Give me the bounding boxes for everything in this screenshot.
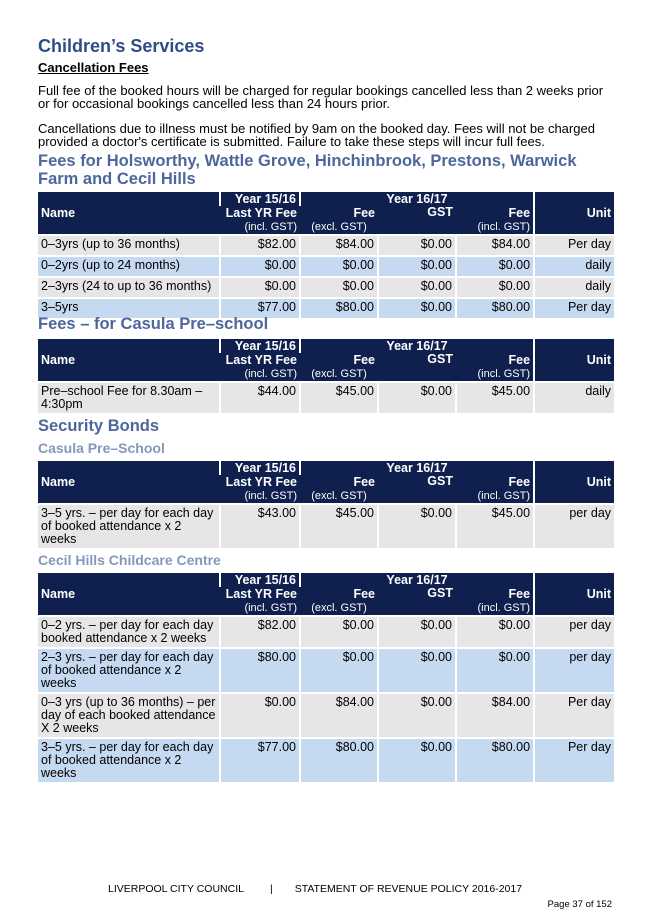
- row-name: 0–2 yrs. – per day for each day booked attendance x 2 weeks: [38, 616, 220, 648]
- footer-doc-title: STATEMENT OF REVENUE POLICY 2016-2017: [294, 883, 523, 895]
- row-gst: $0.00: [378, 693, 456, 738]
- row-gst: $0.00: [378, 382, 456, 413]
- row-fee: $0.00: [300, 616, 378, 648]
- column-header-fee: Fee: [300, 475, 378, 489]
- row-fee-incl: $80.00: [456, 738, 534, 782]
- row-fee-incl: $0.00: [456, 616, 534, 648]
- row-fee-incl: $84.00: [456, 235, 534, 256]
- column-header-name: Name: [38, 573, 220, 616]
- cancellation-fees-heading: Cancellation Fees: [38, 60, 149, 75]
- row-name: 3–5yrs: [38, 298, 220, 318]
- column-header-last-yr-fee: Last YR Fee: [220, 206, 300, 220]
- fees-table-security-cecil-hills: [38, 573, 614, 782]
- column-header-year-15-16: Year 15/16: [220, 339, 300, 353]
- column-header-fee: Fee: [300, 206, 378, 220]
- row-last-yr-fee: $77.00: [220, 738, 300, 782]
- column-header-incl-gst-2: (incl. GST): [456, 220, 534, 235]
- row-fee-incl: $45.00: [456, 504, 534, 548]
- row-fee: $0.00: [300, 256, 378, 277]
- subsection-heading-casula-pre-school: Casula Pre–School: [38, 440, 165, 456]
- column-header-year-16-17: Year 16/17: [300, 192, 534, 206]
- column-header-incl-gst-2: (incl. GST): [456, 601, 534, 616]
- column-header-year-16-17: Year 16/17: [300, 461, 534, 475]
- table-row: [38, 277, 614, 298]
- row-last-yr-fee: $77.00: [220, 298, 300, 318]
- table-row: [38, 256, 614, 277]
- footer-org: LIVERPOOL CITY COUNCIL: [108, 883, 244, 895]
- row-unit: daily: [534, 256, 614, 277]
- row-last-yr-fee: $44.00: [220, 382, 300, 413]
- row-unit: per day: [534, 616, 614, 648]
- column-header-incl-gst: (incl. GST): [220, 601, 300, 616]
- column-header-year-16-17: Year 16/17: [300, 573, 534, 587]
- page-title: Children’s Services: [38, 36, 205, 56]
- fees-table-casula: [38, 339, 614, 413]
- cancellation-paragraph-2: Cancellations due to illness must be notified by 9am on the booked day. Fees will not be charged provided a doctor's certificate is submitted. Failure to take these steps will incur full fees.: [38, 121, 595, 149]
- table-row: [38, 235, 614, 256]
- row-gst: $0.00: [378, 235, 456, 256]
- column-header-gst: GST: [378, 475, 456, 504]
- row-fee: $80.00: [300, 738, 378, 782]
- table-row: [38, 693, 614, 738]
- column-header-year-15-16: Year 15/16: [220, 192, 300, 206]
- row-unit: Per day: [534, 693, 614, 738]
- column-header-excl-gst: (excl. GST): [300, 367, 378, 382]
- column-header-gst: GST: [378, 206, 456, 235]
- row-unit: daily: [534, 277, 614, 298]
- row-unit: per day: [534, 504, 614, 548]
- row-fee-incl: $84.00: [456, 693, 534, 738]
- page-footer: [108, 883, 522, 895]
- row-gst: $0.00: [378, 256, 456, 277]
- column-header-last-yr-fee: Last YR Fee: [220, 353, 300, 367]
- row-unit: Per day: [534, 738, 614, 782]
- row-name: 0–2yrs (up to 24 months): [38, 256, 220, 277]
- row-fee-incl: $0.00: [456, 277, 534, 298]
- subsection-heading-cecil-hills: Cecil Hills Childcare Centre: [38, 552, 221, 568]
- column-header-unit: Unit: [534, 573, 614, 616]
- row-gst: $0.00: [378, 298, 456, 318]
- table-row: [38, 504, 614, 548]
- row-fee: $0.00: [300, 648, 378, 693]
- column-header-fee-incl: Fee: [456, 206, 534, 220]
- row-last-yr-fee: $0.00: [220, 256, 300, 277]
- column-header-fee-incl: Fee: [456, 475, 534, 489]
- column-header-excl-gst: (excl. GST): [300, 489, 378, 504]
- column-header-incl-gst: (incl. GST): [220, 489, 300, 504]
- column-header-fee: Fee: [300, 353, 378, 367]
- row-last-yr-fee: $43.00: [220, 504, 300, 548]
- column-header-excl-gst: (excl. GST): [300, 601, 378, 616]
- column-header-year-15-16: Year 15/16: [220, 461, 300, 475]
- column-header-year-16-17: Year 16/17: [300, 339, 534, 353]
- column-header-year-15-16: Year 15/16: [220, 573, 300, 587]
- row-unit: Per day: [534, 298, 614, 318]
- row-name: Pre–school Fee for 8.30am – 4:30pm: [38, 382, 220, 413]
- row-fee: $84.00: [300, 235, 378, 256]
- column-header-gst: GST: [378, 587, 456, 616]
- fees-table-holsworthy: [38, 192, 614, 318]
- row-fee: $84.00: [300, 693, 378, 738]
- row-gst: $0.00: [378, 738, 456, 782]
- row-fee-incl: $45.00: [456, 382, 534, 413]
- column-header-incl-gst: (incl. GST): [220, 220, 300, 235]
- row-last-yr-fee: $80.00: [220, 648, 300, 693]
- row-fee: $45.00: [300, 382, 378, 413]
- column-header-unit: Unit: [534, 339, 614, 382]
- row-name: 0–3 yrs (up to 36 months) – per day of each booked attendance X 2 weeks: [38, 693, 220, 738]
- row-name: 2–3 yrs. – per day for each day of booked attendance x 2 weeks: [38, 648, 220, 693]
- row-name: 0–3yrs (up to 36 months): [38, 235, 220, 256]
- row-gst: $0.00: [378, 504, 456, 548]
- column-header-unit: Unit: [534, 192, 614, 235]
- page-number: Page 37 of 152: [547, 899, 612, 910]
- row-last-yr-fee: $0.00: [220, 277, 300, 298]
- column-header-fee-incl: Fee: [456, 587, 534, 601]
- fees-table-security-casula: [38, 461, 614, 548]
- table-row: [38, 648, 614, 693]
- row-fee-incl: $0.00: [456, 648, 534, 693]
- row-fee: $80.00: [300, 298, 378, 318]
- column-header-incl-gst: (incl. GST): [220, 367, 300, 382]
- row-fee: $0.00: [300, 277, 378, 298]
- cancellation-paragraph-1: Full fee of the booked hours will be charged for regular bookings cancelled less than 2 weeks prior or for occasional bookings cancelled less than 24 hours prior.: [38, 83, 604, 111]
- row-gst: $0.00: [378, 616, 456, 648]
- footer-separator: |: [269, 883, 273, 895]
- row-name: 3–5 yrs. – per day for each day of booked attendance x 2 weeks: [38, 504, 220, 548]
- section-heading-security-bonds: Security Bonds: [38, 417, 160, 435]
- row-last-yr-fee: $82.00: [220, 616, 300, 648]
- column-header-last-yr-fee: Last YR Fee: [220, 587, 300, 601]
- row-last-yr-fee: $0.00: [220, 693, 300, 738]
- row-name: 3–5 yrs. – per day for each day of booked attendance x 2 weeks: [38, 738, 220, 782]
- column-header-name: Name: [38, 192, 220, 235]
- section-heading-casula: Fees – for Casula Pre–school: [38, 315, 269, 333]
- column-header-unit: Unit: [534, 461, 614, 504]
- section-heading-holsworthy: Fees for Holsworthy, Wattle Grove, Hinchinbrook, Prestons, Warwick Farm and Cecil Hills: [38, 152, 577, 188]
- row-unit: Per day: [534, 235, 614, 256]
- row-name: 2–3yrs (24 to up to 36 months): [38, 277, 220, 298]
- column-header-incl-gst-2: (incl. GST): [456, 367, 534, 382]
- column-header-gst: GST: [378, 353, 456, 382]
- row-gst: $0.00: [378, 277, 456, 298]
- row-fee-incl: $80.00: [456, 298, 534, 318]
- row-gst: $0.00: [378, 648, 456, 693]
- column-header-name: Name: [38, 339, 220, 382]
- column-header-fee-incl: Fee: [456, 353, 534, 367]
- table-row: [38, 382, 614, 413]
- table-row: [38, 616, 614, 648]
- row-fee-incl: $0.00: [456, 256, 534, 277]
- row-last-yr-fee: $82.00: [220, 235, 300, 256]
- table-row: [38, 738, 614, 782]
- column-header-name: Name: [38, 461, 220, 504]
- row-unit: per day: [534, 648, 614, 693]
- row-fee: $45.00: [300, 504, 378, 548]
- column-header-fee: Fee: [300, 587, 378, 601]
- row-unit: daily: [534, 382, 614, 413]
- column-header-incl-gst-2: (incl. GST): [456, 489, 534, 504]
- column-header-last-yr-fee: Last YR Fee: [220, 475, 300, 489]
- column-header-excl-gst: (excl. GST): [300, 220, 378, 235]
